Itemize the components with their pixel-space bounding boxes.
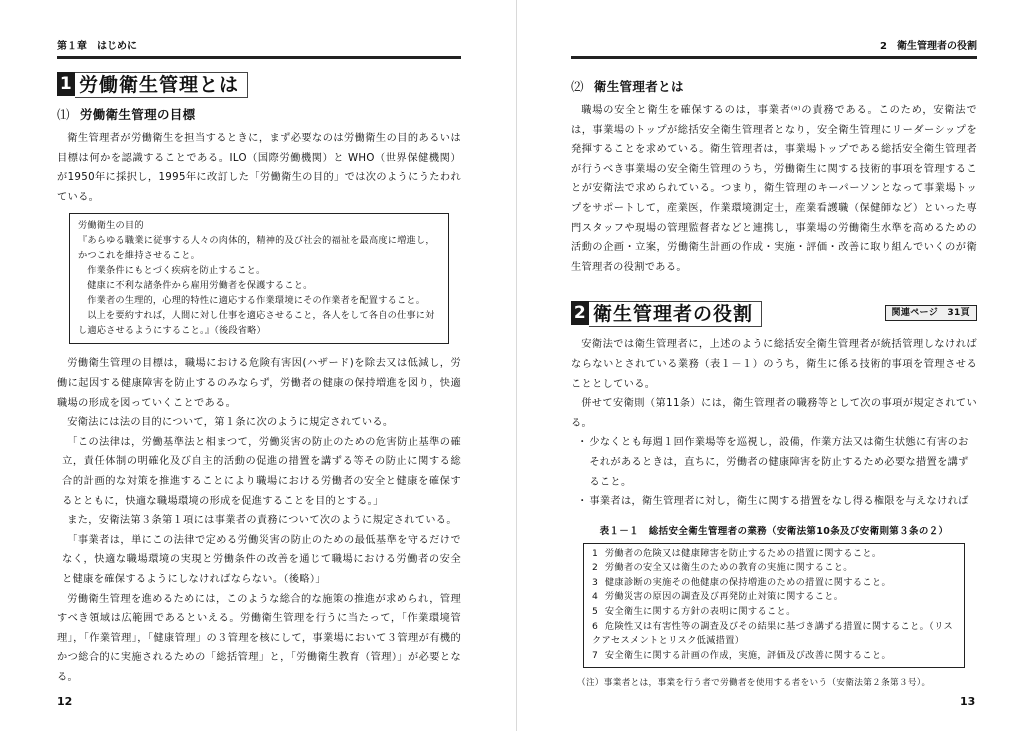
paragraph: また，安衛法第３条第１項には事業者の責務について次のように規定されている。 [67, 515, 457, 527]
sub-heading-number: ⑴ [57, 107, 70, 122]
section-title: 衛生管理者の役割 [589, 301, 762, 327]
running-head-right: 2 衛生管理者の役割 [571, 40, 977, 59]
goal-box-title: 労働衛生の目的 [78, 220, 144, 232]
section-title: 労働衛生管理とは [75, 72, 248, 98]
table-row [592, 649, 956, 664]
bullet-mark: ・ [577, 437, 588, 449]
paragraph: 併せて安衛則（第11条）には，衛生管理者の職務等として次の事項が規定されている。 [571, 398, 977, 429]
quoted-article: 「この法律は，労働基準法と相まつて，労働災害の防止のための危害防止基準の確立，責任体制の明確化及び自主的活動の促進の措置を講ずる等その防止に関する総合的計画的な対策を推進することにより職場における労働者の安全と健康を確保するとともに，快適な職場環境の形成を促進することを目的とする。」 [62, 436, 461, 507]
sub-heading-2 [571, 76, 977, 98]
row-number: 1 [592, 547, 599, 559]
goal-box-line: 『あらゆる職業に従事する人々の肉体的，精神的及び社会的福祉を最高度に増進し，かつこれを維持させること。 [78, 235, 435, 262]
sub-heading-number: ⑵ [571, 79, 584, 94]
paragraph: 安衛法には法の目的について，第１条に次のように規定されている。 [67, 417, 394, 429]
row-number: 2 [592, 562, 599, 574]
sub-heading-1 [57, 104, 461, 126]
paragraph: 職場の安全と衛生を確保するのは，事業者⁽ᵃ⁾の責務である。このため，安衛法では，事業場のトップが総括安全衛生管理者となり，安全衛生管理にリーダーシップを発揮することを求めている。衛生管理者は，事業場トップである総括安全衛生管理者が行うべき事業場の安全衛生管理のうち，労働衛生に関する技術的事項を管理することが安衛法で求められている。つまり，衛生管理のキーパーソンとなって事業場トップをサポートして，産業医，作業環境測定士，産業看護職（保健師など）といった専門スタッフや現場の管理監督者などと連携し，事業場の労働衛生水準を高めるための活動の企画・立案，労働衛生計画の作成・実施・評価・改善に取り組んでいくのが衛生管理者の役割である。 [571, 105, 977, 273]
row-text: 危険性又は有害性等の調査及びその結果に基づき講ずる措置に関すること。（リスクアセスメントとリスク低減措置） [592, 620, 953, 647]
quoted-article: 「事業者は，単にこの法律で定める労働災害の防止のための最低基準を守るだけでなく，快適な職場環境の実現と労働条件の改善を通じて職場における労働者の安全と健康を確保するようにしなければならない。（後略）」 [62, 534, 461, 585]
bullet-text: 少なくとも毎週１回作業場等を巡視し，設備，作業方法又は衛生状態に有害のおそれがあるときは，直ちに，労働者の健康障害を防止するため必要な措置を講ずること。 [589, 437, 969, 488]
page-number-right: 13 [960, 695, 976, 708]
table-row [592, 605, 956, 620]
duties-table [583, 543, 965, 669]
footnote: （注）事業者とは，事業を行う者で労働者を使用する者をいう（安衛法第２条第３号）。 [577, 678, 931, 689]
table-row [592, 576, 956, 591]
paragraph: 安衛法では衛生管理者に，上述のように総括安全衛生管理者が統括管理しなければならないとされている業務（表１－１）のうち，衛生に係る技術的事項を管理させることとしている。 [571, 339, 977, 390]
table-row [592, 590, 956, 605]
left-content [57, 72, 461, 687]
row-number: 6 [592, 620, 599, 632]
row-number: 5 [592, 606, 599, 618]
row-number: 7 [592, 649, 599, 661]
section-heading-1 [57, 72, 461, 98]
section-heading-2 [571, 301, 977, 327]
bullet-mark: ・ [577, 496, 588, 508]
bullet-text: 事業者は，衛生管理者に対し，衛生に関する措置をなし得る権限を与えなければ [589, 496, 969, 508]
table-row [592, 547, 956, 562]
sub-heading-title: 衛生管理者とは [593, 79, 684, 94]
row-text: 健康診断の実施その他健康の保持増進のための措置に関すること。 [604, 576, 891, 588]
occupational-health-goal-box [69, 213, 449, 344]
paragraph: 労働衛生管理の目標は，職場における危険有害因(ハザード)を除去又は低減し，労働に起因する健康障害を防止するのみならず，労働者の健康の保持増進を図り，快適職場の形成を図っていくことである。 [57, 358, 461, 409]
goal-box-line: 作業者の生理的，心理的特性に適応する作業環境にその作業者を配置すること。 [87, 295, 426, 307]
bullet-item [571, 492, 977, 512]
table-row [592, 561, 956, 576]
row-text: 労働者の危険又は健康障害を防止するための措置に関すること。 [604, 547, 882, 559]
goal-box-line: 作業条件にもとづく疾病を防止すること。 [87, 265, 266, 277]
right-page [517, 0, 1034, 731]
related-page-tag: 関連ページ 31頁 [885, 305, 978, 321]
goal-box-line: 以上を要約すれば，人間に対し仕事を適応させること，各人をして各自の仕事に対し適応させるようにすること。』（後段省略） [78, 310, 435, 337]
section-number: 1 [57, 72, 75, 96]
row-number: 3 [592, 576, 599, 588]
table-caption: 表１－１ 総括安全衛生管理者の業務（安衛法第10条及び安衛則第３条の２） [599, 525, 949, 537]
row-text: 労働災害の原因の調査及び再発防止対策に関すること。 [604, 591, 844, 603]
row-text: 安全衛生に関する計画の作成，実施，評価及び改善に関すること。 [604, 649, 891, 661]
running-head-left: 第１章 はじめに [57, 40, 461, 59]
section-number: 2 [571, 301, 589, 325]
page-number-left: 12 [57, 695, 73, 708]
row-number: 4 [592, 591, 599, 603]
row-text: 安全衛生に関する方針の表明に関すること。 [604, 606, 796, 618]
sub-heading-title: 労働衛生管理の目標 [79, 107, 196, 122]
goal-box-line: 健康に不利な諸条件から雇用労働者を保護すること。 [87, 280, 313, 292]
paragraph: 衛生管理者が労働衛生を担当するときに，まず必要なのは労働衛生の目的あるいは目標は何かを認識することである。ILO（国際労働機関）と WHO（世界保健機関）が1950年に採択し，1995年に改訂した「労働衛生の目的」では次のようにうたわれている。 [57, 133, 461, 203]
table-row [592, 620, 956, 649]
row-text: 労働者の安全又は衛生のための教育の実施に関すること。 [604, 562, 853, 574]
bullet-item [571, 433, 977, 492]
paragraph: 労働衛生管理を進めるためには，このような総合的な施策の推進が求められ，管理すべき領域は広範囲であるといえる。労働衛生管理を行うに当たって，「作業環境管理」，「作業管理」，「健康管理」の３管理を核にして，事業場において３管理が有機的かつ総合的に実施されるための「総括管理」と，「労働衛生教育（管理）」が必要となる。 [57, 593, 461, 683]
right-content [571, 76, 977, 690]
